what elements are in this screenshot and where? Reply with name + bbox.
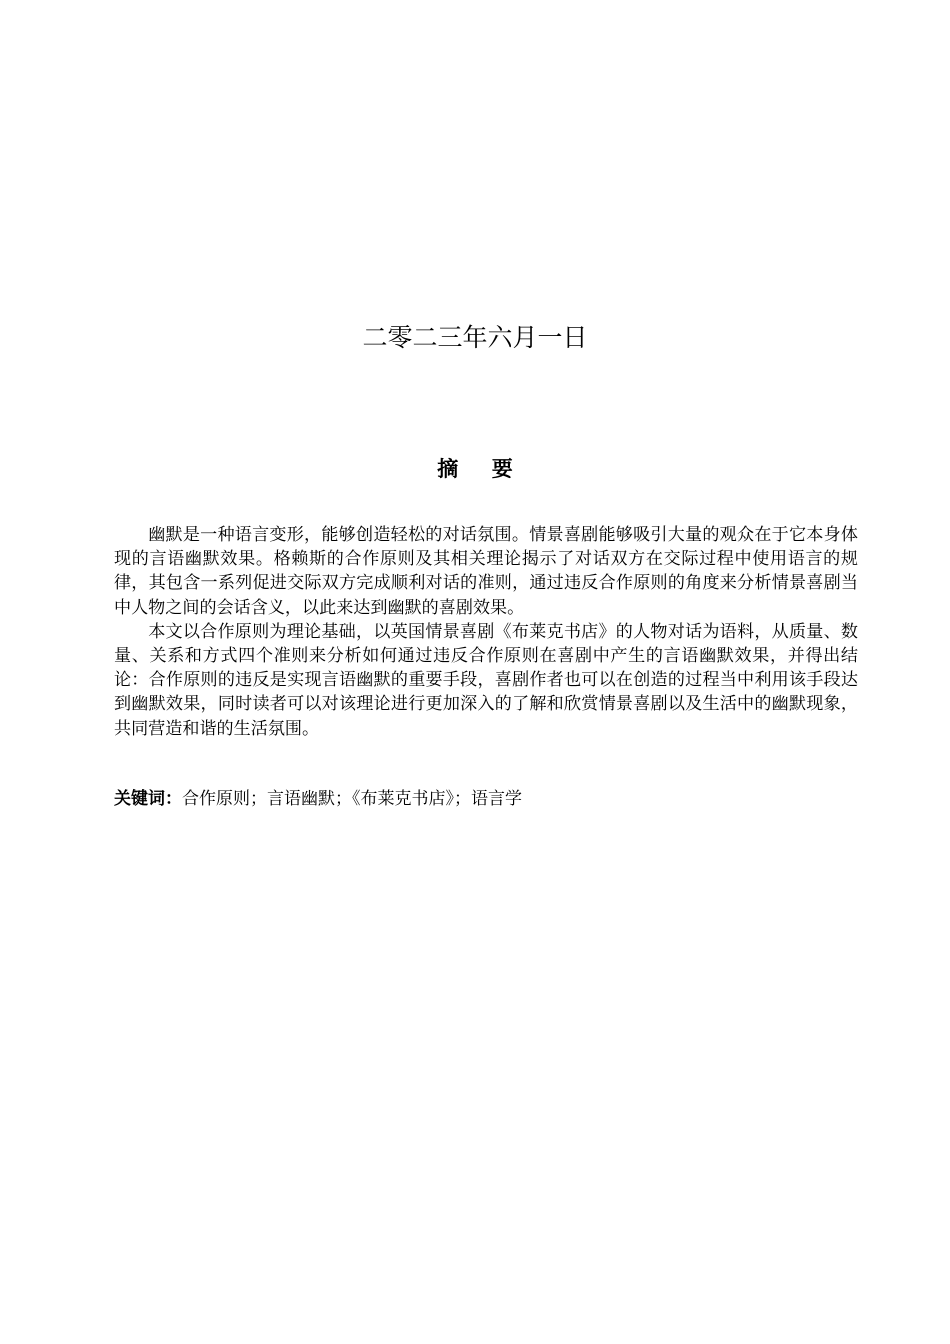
abstract-paragraph-1: 幽默是一种语言变形，能够创造轻松的对话氛围。情景喜剧能够吸引大量的观众在于它本身体现的言语幽默效果。格赖斯的合作原则及其相关理论揭示了对话双方在交际过程中使用语言的规律，其包含一系列促进交际双方完成顺利对话的准则，通过违反合作原则的角度来分析情景喜剧当中人物之间的会话含义，以此来达到幽默的喜剧效果。 [114,525,858,618]
keywords-line [114,786,858,812]
keywords-label: 关键词： [114,789,182,809]
abstract-heading: 摘要 [437,457,547,481]
abstract-paragraph-2: 本文以合作原则为理论基础，以英国情景喜剧《布莱克书店》的人物对话为语料，从质量、数量、关系和方式四个准则来分析如何通过违反合作原则在喜剧中产生的言语幽默效果，并得出结论：合作原则的违反是实现言语幽默的重要手段，喜剧作者也可以在创造的过程当中利用该手段达到幽默效果，同时读者可以对该理论进行更加深入的了解和欣赏情景喜剧以及生活中的幽默现象，共同营造和谐的生活氛围。 [114,621,858,739]
abstract-body [114,523,858,741]
keywords-text: 合作原则；言语幽默；《布莱克书店》；语言学 [182,789,522,809]
date-line: 二零二三年六月一日 [362,323,588,352]
